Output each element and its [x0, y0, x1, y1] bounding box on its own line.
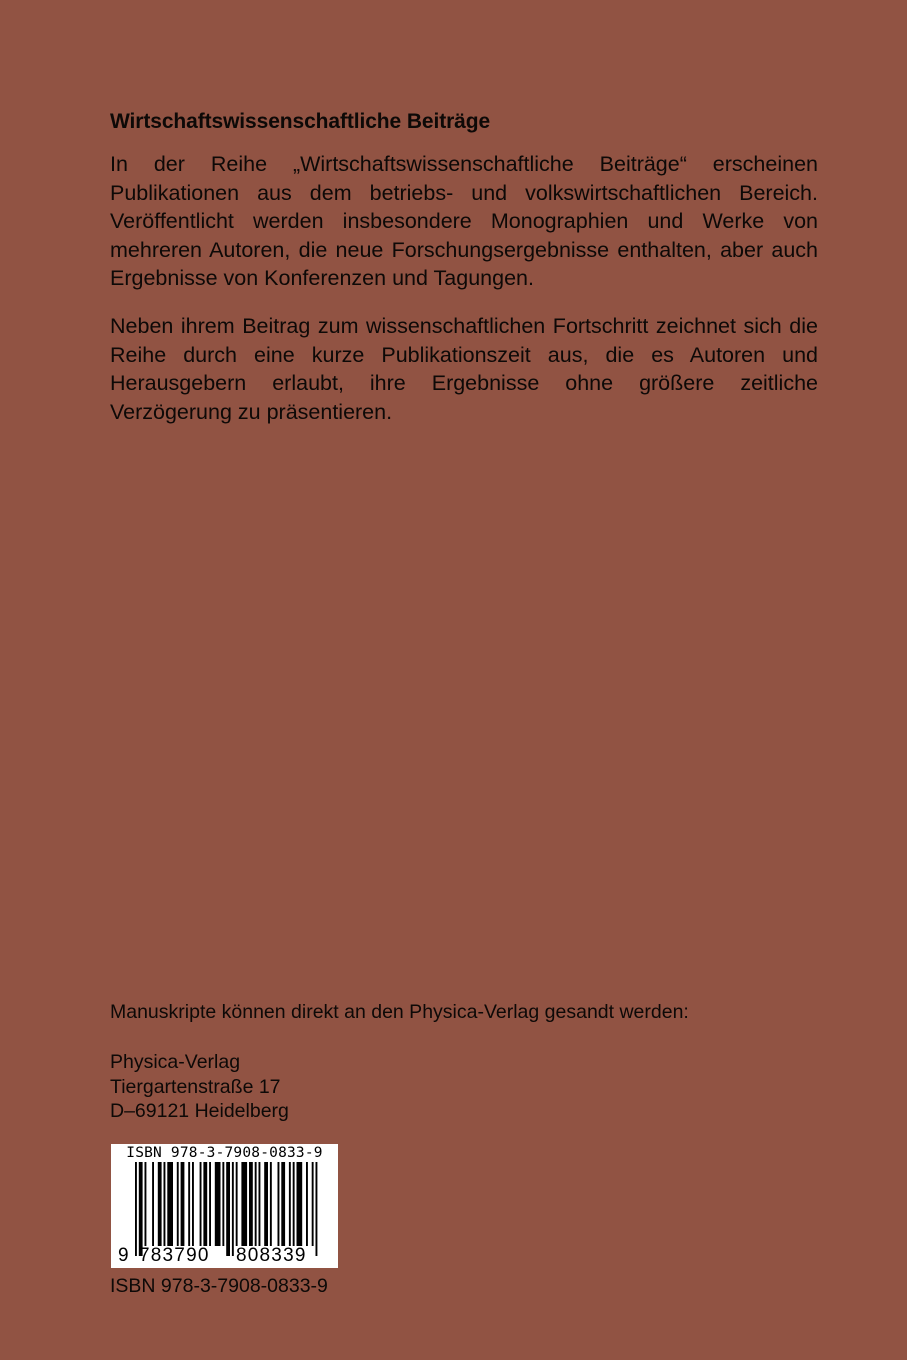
- barcode-bar: [167, 1162, 173, 1246]
- barcode-bar: [222, 1162, 224, 1246]
- barcode-bar: [192, 1162, 194, 1246]
- barcode-bar: [241, 1162, 247, 1246]
- barcode-bar: [164, 1162, 166, 1246]
- publisher-address: [110, 1050, 818, 1124]
- publisher-street: Tiergartenstraße 17: [110, 1075, 281, 1098]
- barcode-bar: [255, 1162, 257, 1246]
- barcode-isbn-label: ISBN 978-3-7908-0833-9: [126, 1145, 323, 1161]
- barcode-bar: [236, 1162, 238, 1246]
- barcode-bar: [232, 1162, 234, 1256]
- barcode-bar: [209, 1162, 211, 1246]
- series-title: Wirtschaftswissenschaftliche Beiträge: [110, 110, 491, 133]
- barcode-bar: [188, 1162, 190, 1246]
- barcode-bar: [289, 1162, 291, 1246]
- barcode-bar: [215, 1162, 221, 1246]
- series-benefits-paragraph: Neben ihrem Beitrag zum wissenschaftlichen Fortschritt zeichnet sich die Reihe durch eine kurze Publikationszeit aus, die es Autoren und Herausgebern erlaubt, ihre Ergebnisse ohne größere zeitliche Verzögerung zu präsentieren.: [110, 314, 818, 424]
- barcode-bar: [297, 1162, 303, 1246]
- barcode-bar: [139, 1162, 143, 1256]
- barcode-bar: [152, 1162, 154, 1246]
- series-description-paragraph: In der Reihe „Wirtschaftswissenschaftliche Beiträge“ erscheinen Publikationen aus dem betriebs- und volkswirtschaftlichen Bereich. Veröffentlicht werden insbesondere Monographien und Werke von mehreren Autoren, die neue Forschungsergebnisse enthalten, aber auch Ergebnisse von Konferenzen und Tagungen.: [110, 152, 818, 291]
- barcode-bar: [135, 1162, 137, 1256]
- barcode-bar: [312, 1162, 314, 1246]
- barcode-bar: [316, 1162, 318, 1256]
- manuscripts-note: Manuskripte können direkt an den Physica-Verlag gesandt werden:: [110, 1001, 689, 1023]
- barcode-bar: [226, 1162, 230, 1256]
- barcode-bar: [259, 1162, 261, 1246]
- isbn-text: ISBN 978-3-7908-0833-9: [110, 1275, 328, 1297]
- barcode-bar: [177, 1162, 179, 1246]
- barcode-digits-right: 808339: [236, 1245, 307, 1266]
- publisher-name: Physica-Verlag: [110, 1051, 241, 1073]
- barcode-bar: [281, 1162, 285, 1246]
- barcode-bar: [200, 1162, 202, 1246]
- barcode-bar: [278, 1162, 280, 1246]
- barcode-bar: [145, 1162, 147, 1246]
- barcode-bar: [181, 1162, 185, 1246]
- barcode-bar: [270, 1162, 272, 1246]
- isbn-barcode: [111, 1144, 338, 1268]
- barcode-bar: [203, 1162, 207, 1246]
- barcode-bar: [293, 1162, 295, 1246]
- barcode-digits-left: 783790: [139, 1245, 210, 1266]
- publisher-city: D–69121 Heidelberg: [110, 1100, 289, 1122]
- barcode-bar: [249, 1162, 253, 1246]
- barcode-bar: [306, 1162, 308, 1246]
- barcode-bar: [264, 1162, 268, 1246]
- barcode-digit-first: 9: [118, 1245, 130, 1266]
- barcode-bar: [158, 1162, 162, 1246]
